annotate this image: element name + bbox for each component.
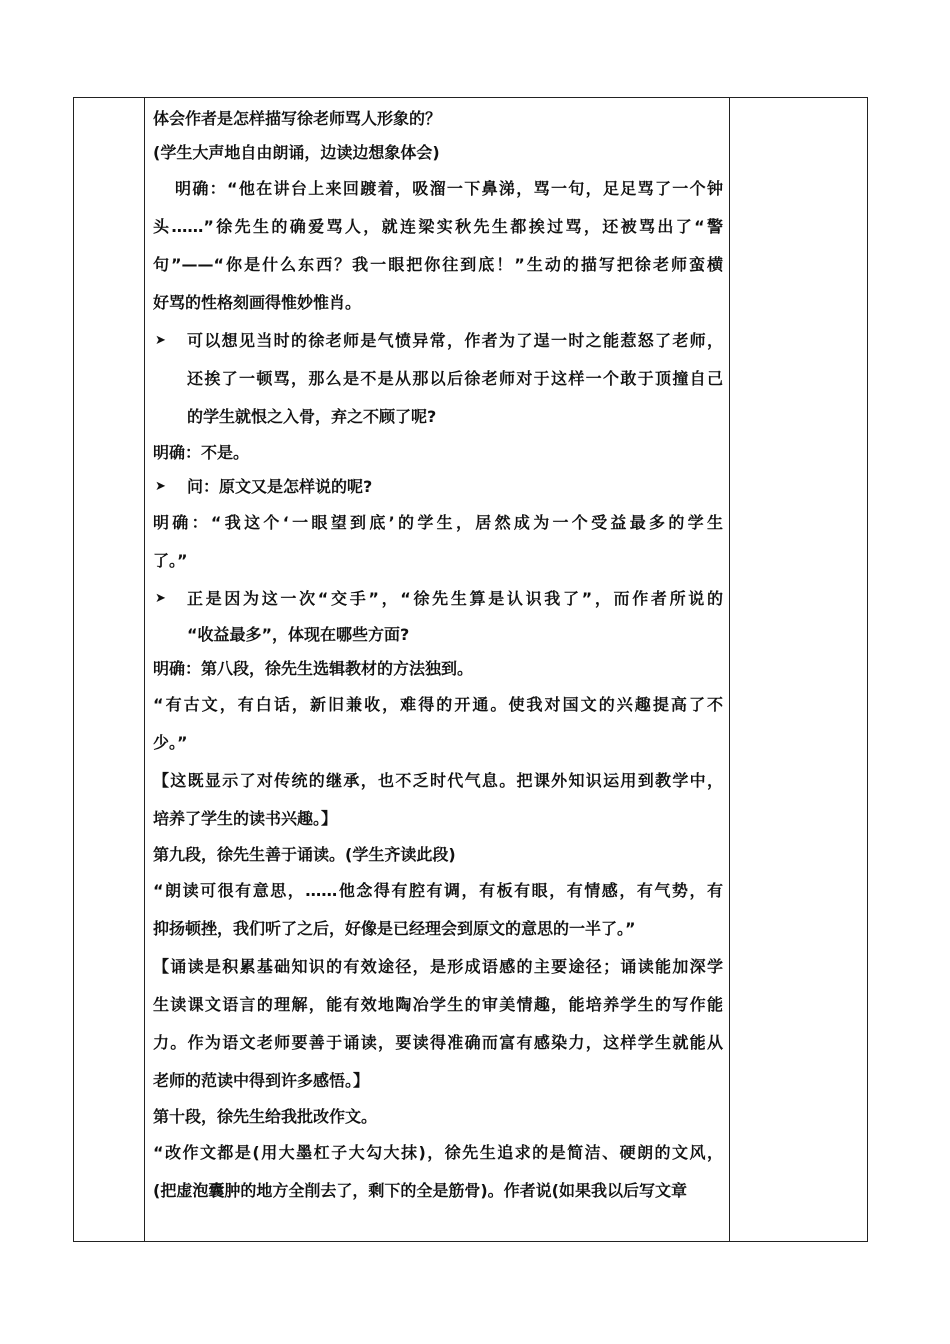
bullet-continuation: “收益最多”，体现在哪些方面? — [187, 625, 410, 644]
comment-line: 老师的范读中得到许多感悟。】 — [153, 1071, 370, 1090]
arrow-bullet-icon: ➤ — [155, 479, 166, 494]
quote-line: “改作文都是(用大墨杠子大勾大抹)，徐先生追求的是简洁、硬朗的文风， — [153, 1143, 723, 1162]
answer-line: 明确：“我这个‘一眼望到底’的学生，居然成为一个受益最多的学生 — [153, 513, 723, 532]
section-line: 第十段，徐先生给我批改作文。 — [153, 1107, 378, 1126]
answer-line: 了。” — [153, 551, 188, 570]
quote-line: 少。” — [153, 733, 188, 752]
answer-line: 头……”徐先生的确爱骂人，就连梁实秋先生都挨过骂，还被骂出了“警 — [153, 217, 723, 236]
bullet-item — [153, 322, 723, 360]
answer-line: 明确：第八段，徐先生选辑教材的方法独到。 — [153, 659, 474, 678]
bullet-continuation: 的学生就恨之入骨，弃之不顾了呢? — [187, 407, 437, 426]
bullet-continuation: 还挨了一顿骂，那么是不是从那以后徐老师对于这样一个敢于顶撞自己 — [187, 369, 723, 388]
quote-line: 抑扬顿挫，我们听了之后，好像是已经理会到原文的意思的一半了。” — [153, 919, 636, 938]
content-column — [145, 98, 730, 1242]
quote-line: (把虚泡囊肿的地方全削去了，剩下的全是筋骨)。作者说(如果我以后写文章 — [153, 1181, 687, 1200]
comment-line: 培养了学生的读书兴趣。】 — [153, 809, 338, 828]
bullet-text: 正是因为这一次“交手”，“徐先生算是认识我了”，而作者所说的 — [187, 589, 723, 608]
right-column — [730, 98, 868, 1242]
bullet-text: 问：原文又是怎样说的呢? — [187, 477, 373, 496]
bullet-item — [153, 580, 723, 618]
answer-line: 明确：“他在讲台上来回踱着，吸溜一下鼻涕，骂一句，足足骂了一个钟 — [175, 179, 723, 198]
arrow-bullet-icon: ➤ — [155, 333, 166, 348]
instruction-line: (学生大声地自由朗诵，边读边想象体会) — [153, 143, 440, 162]
quote-line: “朗读可很有意思，……他念得有腔有调，有板有眼，有情感，有气势，有 — [153, 881, 723, 900]
bullet-item — [153, 470, 723, 504]
lesson-table — [73, 97, 868, 1242]
comment-line: 【诵读是积累基础知识的有效途径，是形成语感的主要途径；诵读能加深学 — [153, 957, 723, 976]
comment-line: 生读课文语言的理解，能有效地陶冶学生的审美情趣，能培养学生的写作能 — [153, 995, 723, 1014]
answer-line: 好骂的性格刻画得惟妙惟肖。 — [153, 293, 362, 312]
left-column — [74, 98, 145, 1242]
bullet-text: 可以想见当时的徐老师是气愤异常，作者为了逞一时之能惹怒了老师， — [187, 331, 723, 350]
arrow-bullet-icon: ➤ — [155, 591, 166, 606]
comment-line: 力。作为语文老师要善于诵读，要读得准确而富有感染力，这样学生就能从 — [153, 1033, 723, 1052]
question-line: 体会作者是怎样描写徐老师骂人形象的？ — [153, 109, 442, 128]
quote-line: “有古文，有白话，新旧兼收，难得的开通。使我对国文的兴趣提高了不 — [153, 695, 723, 714]
comment-line: 【这既显示了对传统的继承，也不乏时代气息。把课外知识运用到教学中， — [153, 771, 723, 790]
answer-line: 句”——“你是什么东西？我一眼把你往到底！”生动的描写把徐老师蛮横 — [153, 255, 723, 274]
answer-line: 明确：不是。 — [153, 443, 250, 462]
section-line: 第九段，徐先生善于诵读。(学生齐读此段) — [153, 845, 456, 864]
lesson-content — [145, 98, 729, 1210]
